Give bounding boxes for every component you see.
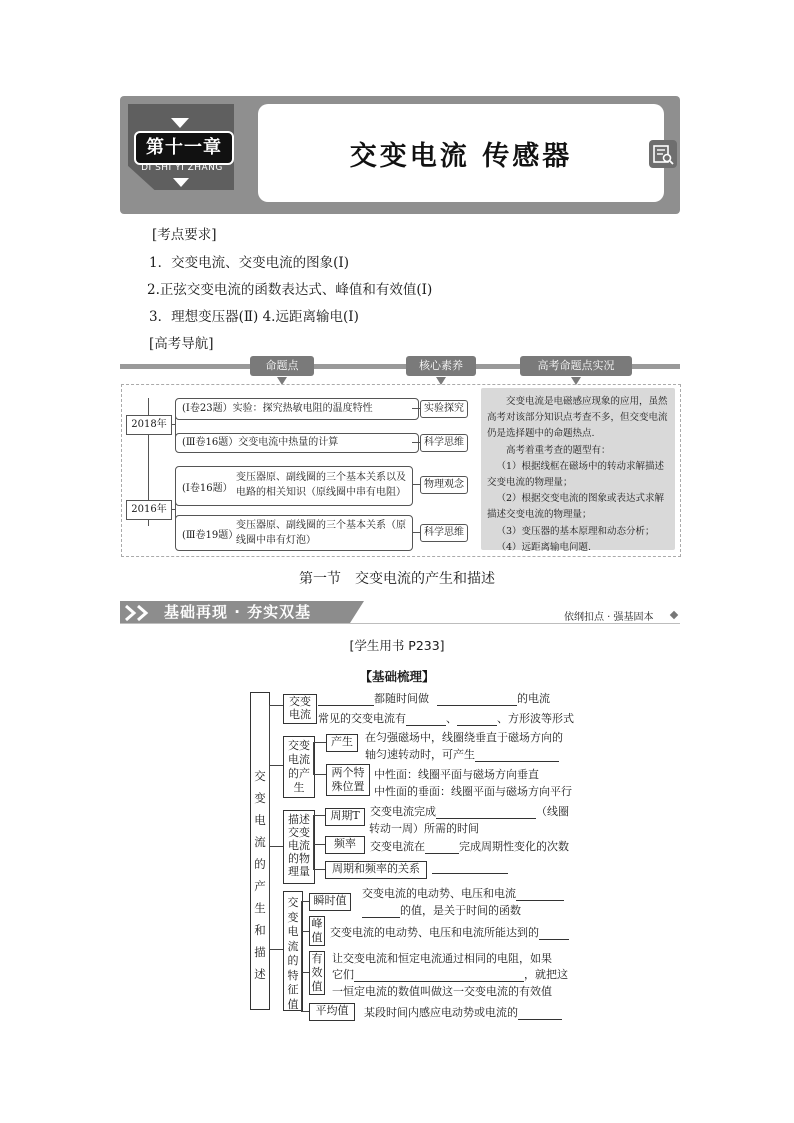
mindmap-text: 它们 ，就把这 bbox=[332, 968, 568, 981]
mindmap-text: 轴匀速转动时，可产生 bbox=[365, 746, 559, 762]
banner-divider bbox=[120, 623, 680, 624]
tab-proposition-points: 命题点 bbox=[250, 356, 314, 376]
banner-title: 基础再现 · 夯实双基 bbox=[164, 603, 312, 621]
book-search-icon bbox=[649, 140, 677, 168]
banner-subtitle: 依纲扣点 · 强基固本 bbox=[564, 612, 654, 623]
mindmap-text: 常见的交变电流有 、 、方形波等形式 bbox=[318, 712, 574, 725]
summary-text: （4）远距离输电问题. bbox=[496, 541, 592, 553]
node-period: 周期T bbox=[325, 808, 365, 826]
proposition-row bbox=[175, 466, 413, 506]
badge-triangle-top bbox=[171, 118, 189, 128]
row-detail: 变压器原、副线圈的三个基本关系以及电路的相关知识（原线圈中串有电阻） bbox=[236, 472, 406, 498]
node-average: 平均值 bbox=[309, 1003, 355, 1021]
badge-triangle-bottom bbox=[173, 178, 189, 187]
connector bbox=[412, 532, 420, 533]
mindmap-text: 的值，是关于时间的函数 bbox=[362, 902, 521, 918]
row-detail: 变压器原、副线圈的三个基本关系（原线圈中串有灯泡） bbox=[236, 520, 406, 546]
requirement-item: 1．交变电流、交变电流的图象(Ⅰ) bbox=[149, 255, 349, 271]
mindmap-text: 都随时间做 的电流 bbox=[318, 690, 550, 706]
summary-text: （2）根据交变电流的图象或表达式求解描述交变电流的物理量； bbox=[487, 493, 665, 521]
mindmap-heading: 【基础梳理】 bbox=[359, 669, 435, 684]
chapter-title-panel bbox=[258, 104, 664, 202]
mindmap-text: 交变电流的电动势、电压和电流所能达到的 bbox=[330, 924, 569, 940]
mindmap-text: 某段时间内感应电动势或电流的 bbox=[364, 1004, 562, 1020]
year-2016: 2016年 bbox=[126, 500, 172, 520]
row-source: (Ⅰ卷16题） bbox=[182, 483, 233, 494]
chapter-title: 交变电流 传感器 bbox=[349, 141, 573, 172]
literacy-tag: 物理观念 bbox=[420, 476, 468, 494]
requirements-label: [考点要求] bbox=[152, 227, 217, 243]
book-reference: [学生用书 P233] bbox=[349, 638, 445, 653]
summary-text: 高考着重考查的题型有： bbox=[506, 444, 611, 456]
summary-text: 交变电流是电磁感应现象的应用，虽然高考对该部分知识点考查不多，但交变电流仍是选择题中的命题热点. bbox=[487, 396, 668, 440]
mindmap-text: 让交变电流和恒定电流通过相同的电阻，如果 bbox=[332, 952, 552, 965]
chapter-number: 第十一章 bbox=[134, 131, 234, 165]
proposition-row: (Ⅰ卷23题）实验：探究热敏电阻的温度特性 bbox=[175, 398, 419, 420]
mindmap-text: 中性面：线圈平面与磁场方向垂直 bbox=[374, 768, 539, 781]
node-effective: 有效值 bbox=[309, 951, 325, 995]
branch-ac-quantities: 描述交变电流的物理量 bbox=[283, 810, 315, 884]
navigation-label: [高考导航] bbox=[149, 336, 214, 352]
branch-ac-current: 交变电流 bbox=[283, 694, 317, 724]
connector bbox=[412, 408, 420, 409]
chapter-pinyin: DI SHI YI ZHANG bbox=[141, 163, 223, 173]
mindmap-text: 交变电流在 完成周期性变化的次数 bbox=[370, 840, 569, 853]
year-2018: 2018年 bbox=[126, 415, 172, 435]
node-generation: 产生 bbox=[326, 734, 358, 752]
proposition-row: (Ⅲ卷16题）交变电流中热量的计算 bbox=[175, 433, 419, 453]
mindmap-text bbox=[432, 861, 508, 874]
row-source: (Ⅲ卷19题） bbox=[182, 530, 239, 541]
mindmap-text: 交变电流的电动势、电压和电流 bbox=[362, 885, 564, 901]
mindmap-root: 交变电流的产生和描述 bbox=[250, 692, 270, 1010]
section-title: 第一节 交变电流的产生和描述 bbox=[299, 571, 495, 587]
connector bbox=[412, 442, 420, 443]
node-instantaneous: 瞬时值 bbox=[309, 893, 351, 911]
requirement-item: 3．理想变压器(Ⅱ) 4.远距离输电(Ⅰ) bbox=[149, 309, 359, 325]
summary-text: （3）变压器的基本原理和动态分析； bbox=[496, 525, 655, 537]
node-frequency: 频率 bbox=[325, 836, 365, 854]
literacy-tag: 科学思维 bbox=[420, 524, 468, 542]
exam-summary-box bbox=[481, 388, 675, 553]
mindmap-text: 一恒定电流的数值叫做这一交变电流的有效值 bbox=[332, 985, 552, 998]
mindmap-text: 交变电流完成 （线圈 bbox=[370, 805, 569, 818]
mindmap-text: 转动一周）所需的时间 bbox=[369, 822, 479, 835]
branch-ac-characteristic-values: 交变电流的特征值 bbox=[283, 891, 303, 1011]
mindmap-text: 中性面的垂面：线圈平面与磁场方向平行 bbox=[374, 785, 572, 798]
proposition-row bbox=[175, 515, 413, 551]
node-special-positions: 两个特殊位置 bbox=[326, 764, 370, 796]
requirement-item: 2.正弦交变电流的函数表达式、峰值和有效值(Ⅰ) bbox=[147, 282, 433, 298]
summary-text: （1）根据线框在磁场中的转动求解描述交变电流的物理量； bbox=[487, 460, 665, 489]
connector bbox=[412, 484, 420, 485]
diamond-icon bbox=[670, 611, 678, 619]
literacy-tag: 科学思维 bbox=[420, 434, 468, 452]
tab-exam-situation: 高考命题点实况 bbox=[520, 356, 632, 376]
tab-core-literacy: 核心素养 bbox=[406, 356, 476, 376]
mindmap-text: 在匀强磁场中，线圈绕垂直于磁场方向的 bbox=[365, 731, 563, 744]
node-peak: 峰值 bbox=[309, 916, 325, 946]
node-period-frequency-relation: 周期和频率的关系 bbox=[325, 861, 427, 879]
branch-ac-generation: 交变电流的产生 bbox=[283, 736, 315, 798]
literacy-tag: 实验探究 bbox=[420, 400, 468, 418]
